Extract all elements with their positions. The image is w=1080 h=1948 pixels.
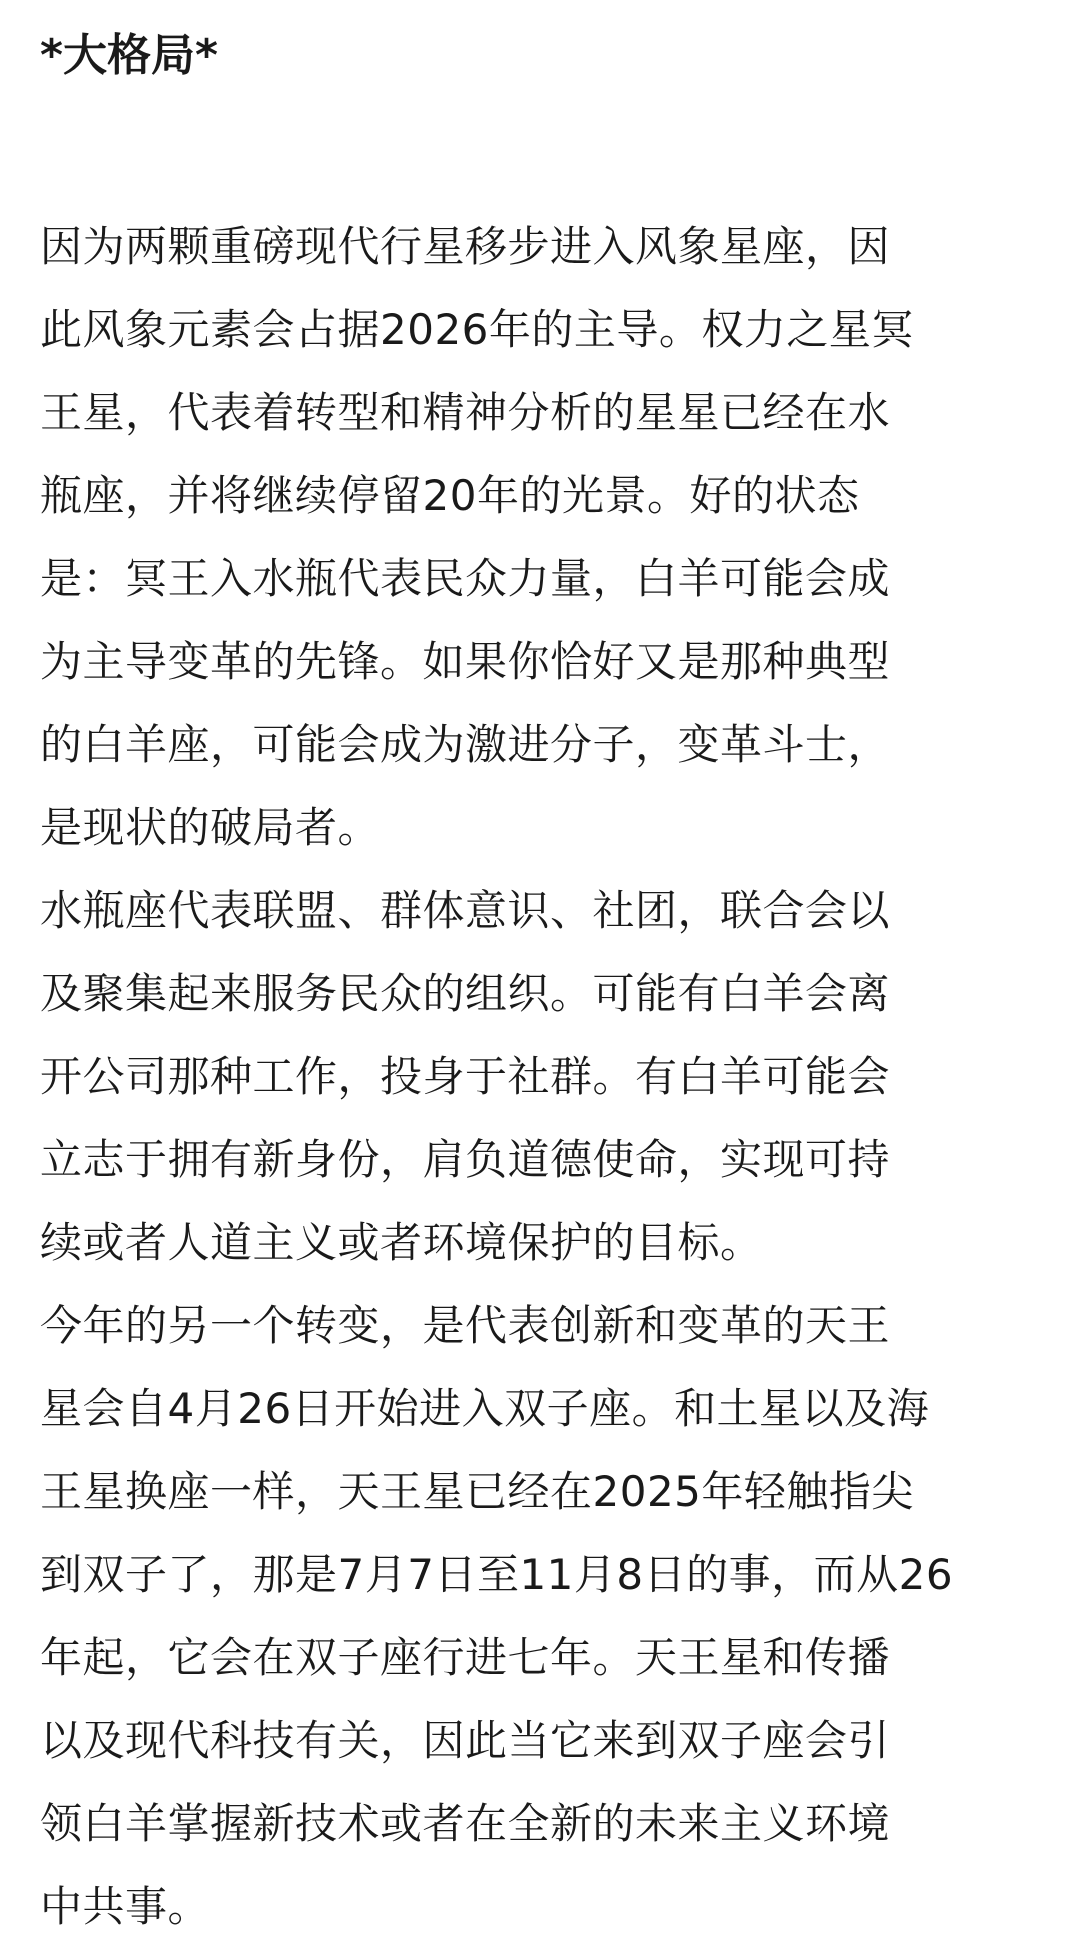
text-line: 领白羊掌握新技术或者在全新的未来主义环境 bbox=[40, 1799, 891, 1848]
text-line: 续或者人道主义或者环境保护的目标。 bbox=[40, 1218, 763, 1267]
text-line: 到双子了，那是7月7日至11月8日的事，而从26 bbox=[40, 1550, 954, 1599]
text-line: 立志于拥有新身份，肩负道德使命，实现可持 bbox=[40, 1135, 891, 1184]
article-body bbox=[40, 205, 1050, 1948]
text-line: 瓶座，并将继续停留20年的光景。好的状态 bbox=[40, 471, 860, 520]
text-line: 及聚集起来服务民众的组织。可能有白羊会离 bbox=[40, 969, 891, 1018]
text-line: 是现状的破局者。 bbox=[40, 803, 381, 852]
text-line: 年起，它会在双子座行进七年。天王星和传播 bbox=[40, 1633, 891, 1682]
text-line: 中共事。 bbox=[40, 1882, 211, 1931]
text-line: 此风象元素会占据2026年的主导。权力之星冥 bbox=[40, 305, 914, 354]
text-line: 因为两颗重磅现代行星移步进入风象星座，因 bbox=[40, 222, 891, 271]
text-line: 星会自4月26日开始进入双子座。和土星以及海 bbox=[40, 1384, 930, 1433]
text-line: 王星换座一样，天王星已经在2025年轻触指尖 bbox=[40, 1467, 914, 1516]
text-line: 水瓶座代表联盟、群体意识、社团，联合会以 bbox=[40, 886, 891, 935]
text-line: 是：冥王入水瓶代表民众力量，白羊可能会成 bbox=[40, 554, 891, 603]
article-title: *大格局* bbox=[40, 30, 219, 81]
text-line: 的白羊座，可能会成为激进分子，变革斗士， bbox=[40, 720, 891, 769]
text-line: 开公司那种工作，投身于社群。有白羊可能会 bbox=[40, 1052, 891, 1101]
article bbox=[40, 0, 1050, 1948]
text-line: 以及现代科技有关，因此当它来到双子座会引 bbox=[40, 1716, 891, 1765]
text-line: 王星，代表着转型和精神分析的星星已经在水 bbox=[40, 388, 891, 437]
text-line: 为主导变革的先锋。如果你恰好又是那种典型 bbox=[40, 637, 891, 686]
title-spacer bbox=[40, 92, 1050, 205]
text-line: 今年的另一个转变，是代表创新和变革的天王 bbox=[40, 1301, 891, 1350]
